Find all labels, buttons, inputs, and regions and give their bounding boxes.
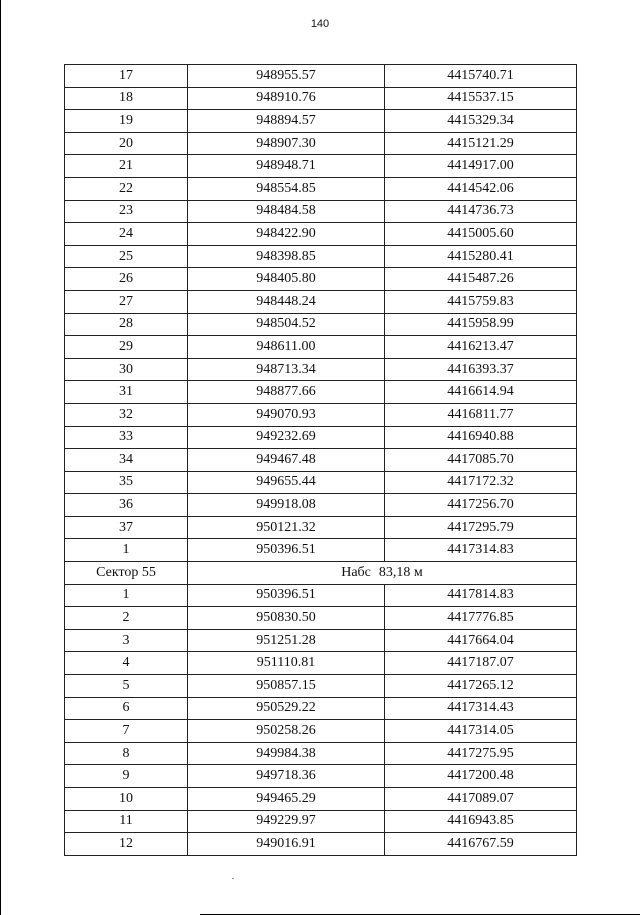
y-coordinate-cell: 4417187.07 — [385, 652, 577, 675]
point-number-cell: 22 — [65, 177, 188, 200]
x-coordinate-cell: 948948.71 — [188, 155, 385, 178]
x-coordinate-cell: 950396.51 — [188, 584, 385, 607]
y-coordinate-cell: 4416767.59 — [385, 833, 577, 856]
point-number-cell: 3 — [65, 629, 188, 652]
point-number-cell: 17 — [65, 65, 188, 88]
point-number-cell: 10 — [65, 788, 188, 811]
point-number-cell: 34 — [65, 449, 188, 472]
y-coordinate-cell: 4416213.47 — [385, 336, 577, 359]
point-number-cell: 37 — [65, 516, 188, 539]
x-coordinate-cell: 951110.81 — [188, 652, 385, 675]
x-coordinate-cell: 949718.36 — [188, 765, 385, 788]
x-coordinate-cell: 950857.15 — [188, 675, 385, 698]
y-coordinate-cell: 4415329.34 — [385, 110, 577, 133]
point-number-cell: 7 — [65, 720, 188, 743]
y-coordinate-cell: 4415740.71 — [385, 65, 577, 88]
table-row — [65, 584, 577, 607]
table-row — [65, 132, 577, 155]
x-coordinate-cell: 948877.66 — [188, 381, 385, 404]
sector-row — [65, 562, 577, 585]
y-coordinate-cell: 4415121.29 — [385, 132, 577, 155]
x-coordinate-cell: 949232.69 — [188, 426, 385, 449]
table-row — [65, 358, 577, 381]
x-coordinate-cell: 948405.80 — [188, 268, 385, 291]
y-coordinate-cell: 4417172.32 — [385, 471, 577, 494]
y-coordinate-cell: 4416393.37 — [385, 358, 577, 381]
y-coordinate-cell: 4417275.95 — [385, 742, 577, 765]
coordinates-table — [64, 64, 577, 856]
coordinates-rows-a — [65, 65, 577, 562]
table-row — [65, 449, 577, 472]
table-row — [65, 742, 577, 765]
point-number-cell: 1 — [65, 539, 188, 562]
y-coordinate-cell: 4417314.43 — [385, 697, 577, 720]
point-number-cell: 1 — [65, 584, 188, 607]
point-number-cell: 26 — [65, 268, 188, 291]
table-row — [65, 177, 577, 200]
x-coordinate-cell: 950529.22 — [188, 697, 385, 720]
point-number-cell: 25 — [65, 245, 188, 268]
table-row — [65, 675, 577, 698]
y-coordinate-cell: 4417776.85 — [385, 607, 577, 630]
point-number-cell: 19 — [65, 110, 188, 133]
point-number-cell: 6 — [65, 697, 188, 720]
x-coordinate-cell: 948955.57 — [188, 65, 385, 88]
x-coordinate-cell: 948422.90 — [188, 223, 385, 246]
x-coordinate-cell: 948448.24 — [188, 290, 385, 313]
point-number-cell: 11 — [65, 810, 188, 833]
nabs-label: Набс — [341, 564, 371, 580]
x-coordinate-cell: 948504.52 — [188, 313, 385, 336]
point-number-cell: 2 — [65, 607, 188, 630]
point-number-cell: 27 — [65, 290, 188, 313]
x-coordinate-cell: 949984.38 — [188, 742, 385, 765]
point-number-cell: 29 — [65, 336, 188, 359]
table-row — [65, 336, 577, 359]
x-coordinate-cell: 949229.97 — [188, 810, 385, 833]
y-coordinate-cell: 4416614.94 — [385, 381, 577, 404]
table-row — [65, 720, 577, 743]
x-coordinate-cell: 949070.93 — [188, 403, 385, 426]
x-coordinate-cell: 948611.00 — [188, 336, 385, 359]
nabs-value: 83,18 м — [378, 564, 423, 580]
table-row — [65, 810, 577, 833]
table-row — [65, 200, 577, 223]
table-row — [65, 765, 577, 788]
y-coordinate-cell: 4417814.83 — [385, 584, 577, 607]
table-row — [65, 223, 577, 246]
point-number-cell: 20 — [65, 132, 188, 155]
scan-speck — [232, 878, 234, 879]
table-row — [65, 833, 577, 856]
table-row — [65, 313, 577, 336]
table-row — [65, 155, 577, 178]
table-row — [65, 471, 577, 494]
table-row — [65, 110, 577, 133]
point-number-cell: 36 — [65, 494, 188, 517]
scan-edge-left — [0, 0, 1, 915]
y-coordinate-cell: 4417089.07 — [385, 788, 577, 811]
point-number-cell: 5 — [65, 675, 188, 698]
point-number-cell: 24 — [65, 223, 188, 246]
table-row — [65, 426, 577, 449]
y-coordinate-cell: 4417265.12 — [385, 675, 577, 698]
y-coordinate-cell: 4415487.26 — [385, 268, 577, 291]
point-number-cell: 28 — [65, 313, 188, 336]
x-coordinate-cell: 948713.34 — [188, 358, 385, 381]
x-coordinate-cell: 948398.85 — [188, 245, 385, 268]
x-coordinate-cell: 951251.28 — [188, 629, 385, 652]
point-number-cell: 21 — [65, 155, 188, 178]
x-coordinate-cell: 948554.85 — [188, 177, 385, 200]
x-coordinate-cell: 949016.91 — [188, 833, 385, 856]
coordinates-rows-b — [65, 584, 577, 855]
y-coordinate-cell: 4415958.99 — [385, 313, 577, 336]
x-coordinate-cell: 948484.58 — [188, 200, 385, 223]
x-coordinate-cell: 948894.57 — [188, 110, 385, 133]
y-coordinate-cell: 4415280.41 — [385, 245, 577, 268]
y-coordinate-cell: 4417085.70 — [385, 449, 577, 472]
table-row — [65, 245, 577, 268]
y-coordinate-cell: 4414542.06 — [385, 177, 577, 200]
y-coordinate-cell: 4417256.70 — [385, 494, 577, 517]
page-number: 140 — [310, 18, 330, 30]
y-coordinate-cell: 4417314.83 — [385, 539, 577, 562]
sector-label: Сектор 55 — [65, 562, 188, 585]
x-coordinate-cell: 950396.51 — [188, 539, 385, 562]
x-coordinate-cell: 949465.29 — [188, 788, 385, 811]
y-coordinate-cell: 4417200.48 — [385, 765, 577, 788]
x-coordinate-cell: 950258.26 — [188, 720, 385, 743]
y-coordinate-cell: 4417314.05 — [385, 720, 577, 743]
x-coordinate-cell: 949467.48 — [188, 449, 385, 472]
y-coordinate-cell: 4417664.04 — [385, 629, 577, 652]
y-coordinate-cell: 4416811.77 — [385, 403, 577, 426]
table-row — [65, 652, 577, 675]
table-row — [65, 403, 577, 426]
table-row — [65, 290, 577, 313]
table-row — [65, 539, 577, 562]
point-number-cell: 8 — [65, 742, 188, 765]
y-coordinate-cell: 4415005.60 — [385, 223, 577, 246]
y-coordinate-cell: 4417295.79 — [385, 516, 577, 539]
point-number-cell: 35 — [65, 471, 188, 494]
y-coordinate-cell: 4414917.00 — [385, 155, 577, 178]
x-coordinate-cell: 949918.08 — [188, 494, 385, 517]
y-coordinate-cell: 4416940.88 — [385, 426, 577, 449]
table-row — [65, 87, 577, 110]
table-row — [65, 65, 577, 88]
y-coordinate-cell: 4415759.83 — [385, 290, 577, 313]
x-coordinate-cell: 949655.44 — [188, 471, 385, 494]
sector-nabs — [188, 562, 577, 585]
table-row — [65, 494, 577, 517]
point-number-cell: 23 — [65, 200, 188, 223]
y-coordinate-cell: 4414736.73 — [385, 200, 577, 223]
point-number-cell: 30 — [65, 358, 188, 381]
x-coordinate-cell: 950121.32 — [188, 516, 385, 539]
point-number-cell: 9 — [65, 765, 188, 788]
table-row — [65, 381, 577, 404]
table-row — [65, 697, 577, 720]
sector-header — [65, 562, 577, 585]
point-number-cell: 18 — [65, 87, 188, 110]
table-row — [65, 788, 577, 811]
point-number-cell: 31 — [65, 381, 188, 404]
table-row — [65, 629, 577, 652]
y-coordinate-cell: 4415537.15 — [385, 87, 577, 110]
y-coordinate-cell: 4416943.85 — [385, 810, 577, 833]
table-row — [65, 607, 577, 630]
x-coordinate-cell: 948907.30 — [188, 132, 385, 155]
point-number-cell: 33 — [65, 426, 188, 449]
point-number-cell: 4 — [65, 652, 188, 675]
point-number-cell: 32 — [65, 403, 188, 426]
table-row — [65, 268, 577, 291]
x-coordinate-cell: 948910.76 — [188, 87, 385, 110]
x-coordinate-cell: 950830.50 — [188, 607, 385, 630]
table-row — [65, 516, 577, 539]
point-number-cell: 12 — [65, 833, 188, 856]
